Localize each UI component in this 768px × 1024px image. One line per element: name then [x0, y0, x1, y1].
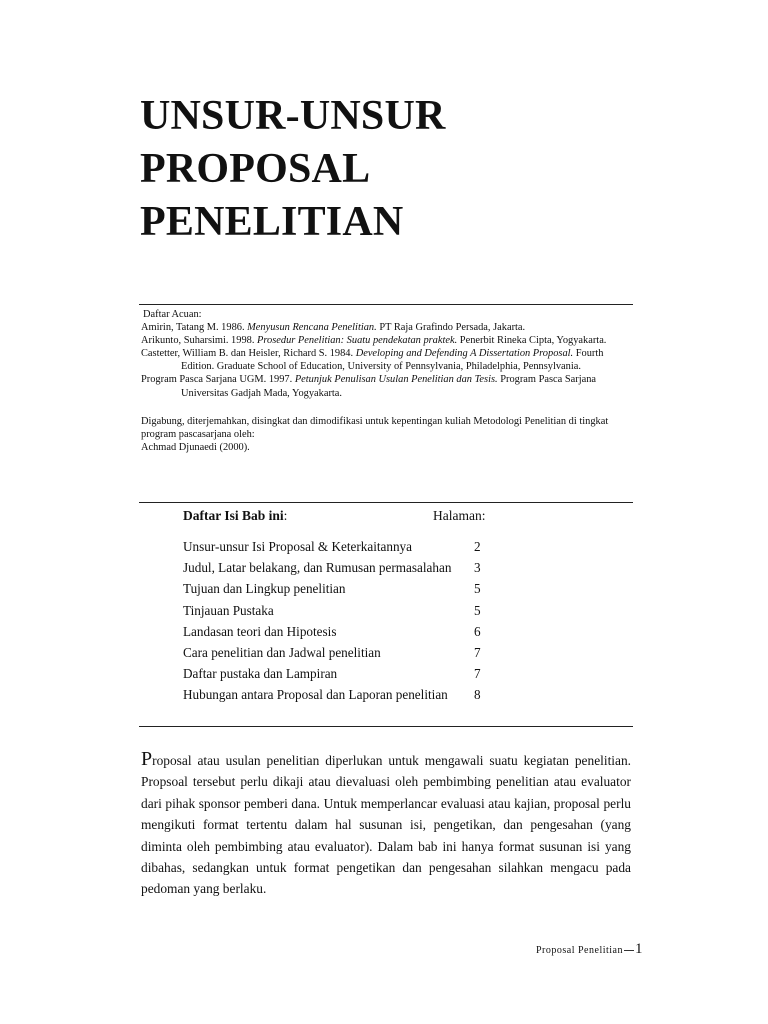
page-footer [536, 941, 643, 958]
toc-page-heading: Halaman: [433, 508, 486, 523]
chapter-title [140, 90, 446, 249]
reference-item: Arikunto, Suharsimi. 1998. Prosedur Penelitian: Suatu pendekatan praktek. Penerbit Rineka Cipta, Yogyakarta. [141, 335, 607, 347]
reference-item: Castetter, William B. dan Heisler, Richard S. 1984. Developing and Defending A Dissertation Proposal. Fourth Edition. Graduate School of Education, University of Pennsylvania, Philadelphia, Pennsylvania. [141, 348, 604, 373]
toc-entry: Landasan teori dan Hipotesis 6 [183, 621, 503, 642]
toc-page-number: 7 [474, 666, 481, 682]
toc-entry: Hubungan antara Proposal dan Laporan penelitian 8 [183, 684, 503, 705]
references-label: Daftar Acuan: [143, 309, 202, 320]
toc-entry: Daftar pustaka dan Lampiran 7 [183, 663, 503, 684]
compiler-note-text: Digabung, diterjemahkan, disingkat dan dimodifikasi untuk kepentingan kuliah Metodologi Penelitian di tingkat program pascasarjana oleh: [141, 415, 609, 440]
title-line-2: PROPOSAL [140, 146, 371, 192]
title-line-3: PENELITIAN [140, 199, 404, 245]
toc-entry: Tinjauan Pustaka 5 [183, 600, 503, 621]
compiler-note [141, 415, 633, 454]
toc-page-number: 8 [474, 687, 481, 703]
toc-entry: Judul, Latar belakang, dan Rumusan permasalahan 3 [183, 557, 503, 578]
toc-page-number: 2 [474, 539, 481, 554]
toc-page-number: 7 [474, 644, 481, 660]
references-block [141, 308, 633, 454]
page-number: 1 [635, 941, 643, 957]
compiler-note-author: Achmad Djunaedi (2000). [141, 441, 250, 453]
footer-rule [624, 950, 634, 951]
reference-item: Amirin, Tatang M. 1986. Menyusun Rencana Penelitian. PT Raja Grafindo Persada, Jakarta. [141, 322, 526, 334]
drop-cap: P [141, 748, 153, 770]
intro-paragraph [141, 750, 631, 900]
toc-entry: Unsur-unsur Isi Proposal & Keterkaitannya 2 [183, 536, 503, 557]
toc-page-number: 3 [474, 560, 481, 576]
references-top-divider [139, 304, 633, 305]
toc-list [183, 536, 503, 706]
toc-top-divider [139, 502, 633, 503]
toc-header [183, 508, 503, 536]
table-of-contents [183, 508, 503, 706]
toc-page-number: 5 [474, 581, 481, 597]
title-line-1: UNSUR-UNSUR [140, 93, 446, 139]
toc-heading-colon: : [283, 508, 288, 523]
toc-bottom-divider [139, 726, 633, 727]
toc-entry: Cara penelitian dan Jadwal penelitian 7 [183, 642, 503, 663]
toc-page-number: 5 [474, 602, 481, 618]
toc-entry: Tujuan dan Lingkup penelitian 5 [183, 578, 503, 599]
reference-item: Program Pasca Sarjana UGM. 1997. Petunjuk Penulisan Usulan Penelitian dan Tesis. Program Pasca Sarjana Universitas Gadjah Mada, Yogyakarta. [141, 374, 597, 399]
toc-heading: Daftar Isi Bab ini [183, 508, 284, 523]
toc-page-number: 6 [474, 623, 481, 639]
footer-label: Proposal Penelitian [536, 945, 623, 956]
intro-paragraph-text: roposal atau usulan penelitian diperlukan untuk mengawali suatu kegiatan penelitian. Propsoal tersebut perlu dikaji atau dievaluasi oleh pembimbing penelitian atau evaluator dari pihak sponsor pemberi dana. Untuk memperlancar evaluasi atau kajian, proposal perlu mengikuti format tertentu dalam hal susunan isi, pengetikan, dan pengesahan (yang diminta oleh pembimbing atau evaluator). Dalam bab ini hanya format susunan isi yang dibahas, sedangkan untuk format pengetikan dan pengesahan silahkan mengacu pada pedoman yang berlaku. [141, 753, 631, 897]
